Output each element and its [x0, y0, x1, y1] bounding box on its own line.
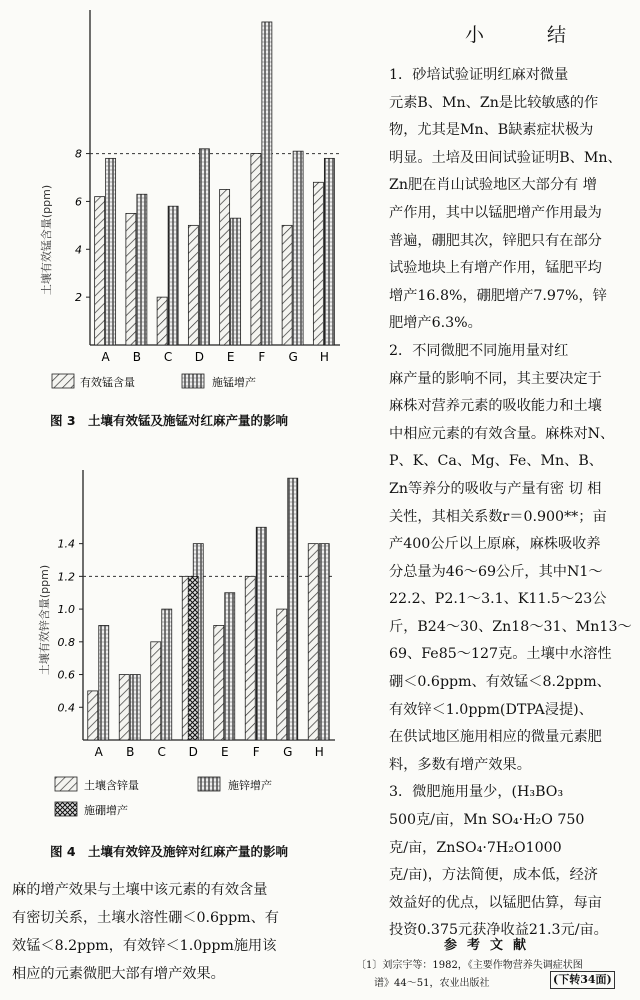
- bottom-left-text: [12, 876, 352, 988]
- fig4-legend: [55, 777, 272, 817]
- summary-line: 产400公斤以上原麻，麻株吸收养: [389, 536, 601, 553]
- summary-line: 2．不同微肥不同施用量对红: [389, 342, 569, 359]
- summary-line: 料，多数有增产效果。: [389, 756, 531, 773]
- figure-3-chart: [0, 0, 370, 420]
- fig4-tick-label: 0.6: [57, 668, 75, 682]
- fig4-ylabel: 土壤有效锌含量(ppm): [38, 564, 51, 676]
- reference-1-cont: [374, 976, 489, 992]
- summary-line: 明显。土培及田间试验证明B、Mn、: [389, 149, 622, 166]
- fig3-legend-label-2: 施锰增产: [212, 376, 256, 389]
- fig3-bar-2: [231, 218, 241, 345]
- fig4-bar-2: [99, 625, 109, 740]
- fig4-legend-label-1: 土壤含锌量: [84, 779, 139, 792]
- fig3-bar-1: [282, 225, 292, 345]
- fig4-bar-1: [119, 675, 129, 740]
- continued-note: (下转34面): [550, 971, 615, 989]
- fig3-bar-2: [106, 158, 116, 345]
- summary-line: Zn肥在肖山试验地区大部分有 增: [389, 177, 597, 194]
- fig4-legend-swatch-2: [198, 777, 220, 791]
- fig3-category-label: D: [194, 350, 204, 364]
- bottom-left-line: 效锰＜8.2ppm，有效锌＜1.0ppm施用该: [12, 938, 277, 954]
- fig4-bar-1: [277, 609, 287, 740]
- fig4-bar-1: [214, 625, 224, 740]
- fig3-bar-2: [199, 149, 209, 345]
- fig3-category-label: A: [101, 350, 110, 364]
- fig4-tick-label: 1.4: [57, 537, 75, 551]
- summary-title: 小 结: [465, 24, 589, 46]
- fig4-category-label: F: [252, 745, 260, 759]
- fig4-tick-label: 1.2: [57, 570, 75, 584]
- fig4-legend-swatch-3: [55, 802, 77, 816]
- summary-line: 克/亩)，方法简便，成本低，经济: [389, 867, 598, 884]
- summary-line: 试验地块上有增产作用，锰肥平均: [389, 260, 602, 277]
- fig4-tick-label: 0.8: [57, 635, 75, 649]
- fig3-legend-swatch-1: [52, 374, 74, 388]
- summary-text: [389, 62, 632, 945]
- fig3-bar-1: [188, 225, 198, 345]
- summary-line: 硼＜0.6ppm、有效锰＜8.2ppm、: [389, 674, 611, 691]
- fig3-tick-label: 6: [75, 195, 82, 209]
- fig4-bar-3: [188, 576, 198, 740]
- fig4-bar-1: [151, 642, 161, 740]
- summary-line: 投资0.375元获净收益21.3元/亩。: [389, 922, 608, 939]
- fig4-bar-2: [130, 675, 140, 740]
- summary-line: 普遍，硼肥其次，锌肥只有在部分: [389, 232, 602, 249]
- fig4-tick-label: 0.4: [57, 701, 75, 715]
- fig4-bar-2: [319, 544, 329, 740]
- figure-4-chart: [0, 460, 370, 840]
- fig4-category-label: A: [94, 745, 103, 759]
- fig4-legend-swatch-1: [55, 777, 77, 791]
- fig3-tick-label: 2: [75, 291, 82, 305]
- summary-line: 关性，其相关系数r＝0.900**；亩: [389, 508, 607, 525]
- fig3-bar-1: [95, 197, 105, 345]
- summary-line: 有效锌＜1.0ppm(DTPA浸提)、: [389, 701, 593, 718]
- bottom-left-line: 有密切关系，土壤水溶性硼＜0.6ppm、有: [12, 910, 279, 926]
- fig4-tick-label: 1.0: [57, 603, 75, 617]
- fig4-bar-1: [308, 544, 318, 740]
- summary-line: 中相应元素的有效含量。麻株对N、: [389, 425, 615, 442]
- fig3-bar-2: [324, 158, 334, 345]
- fig3-bar-2: [293, 151, 303, 345]
- fig3-category-label: F: [258, 350, 266, 364]
- fig3-bar-2: [262, 22, 272, 345]
- fig4-category-label: D: [188, 745, 198, 759]
- fig4-bar-2: [162, 609, 172, 740]
- summary-line: 增产16.8%，硼肥增产7.97%，锌: [389, 287, 607, 304]
- summary-line: Zn等养分的吸收与产量有密 切 相: [389, 480, 602, 497]
- summary-line: 分总量为46～69公斤，其中N1～: [389, 563, 603, 580]
- summary-line: 麻产量的影响不同，其主要决定于: [389, 370, 602, 387]
- fig4-category-label: B: [126, 745, 135, 759]
- fig3-category-label: G: [288, 350, 298, 364]
- fig3-category-label: B: [132, 350, 141, 364]
- fig4-category-label: C: [157, 745, 166, 759]
- summary-line: 3．微肥施用量少，(H₃BO₃: [389, 784, 564, 801]
- fig3-bar-1: [126, 213, 136, 345]
- fig4-legend-label-2: 施锌增产: [228, 779, 272, 792]
- fig3-bar-1: [220, 189, 230, 345]
- fig3-bar-1: [157, 297, 167, 345]
- summary-line: P、K、Ca、Mg、Fe、Mn、B、: [389, 453, 603, 470]
- fig4-bar-2: [256, 527, 266, 740]
- reference-1: [356, 958, 583, 974]
- reference-1-line-2: 谱》44～51，农业出版社: [374, 978, 490, 989]
- summary-line: 效益好的优点，以锰肥估算，每亩: [389, 894, 602, 911]
- summary-line: 元素B、Mn、Zn是比较敏感的作: [389, 94, 599, 111]
- summary-line: 斤，B24～30、Zn18～31、Mn13～: [389, 618, 632, 635]
- summary-line: 在供试地区施用相应的微量元素肥: [389, 729, 602, 746]
- summary-line: 22.2、P2.1～3.1、K11.5～23公: [389, 591, 607, 608]
- fig4-category-label: H: [314, 745, 324, 759]
- bottom-left-line: 相应的元素微肥大部有增产效果。: [12, 966, 225, 982]
- summary-line: 1．砂培试验证明红麻对微量: [389, 67, 569, 83]
- fig4-bar-2: [225, 593, 235, 740]
- summary-line: 500克/亩，Mn SO₄·H₂O 750: [389, 812, 585, 829]
- summary-line: 69、Fe85～127克。土壤中水溶性: [389, 646, 612, 663]
- summary-line: 物，尤其是Mn、B缺素症状极为: [389, 122, 594, 139]
- fig3-bar-2: [168, 206, 178, 345]
- bottom-left-line: 麻的增产效果与土壤中该元素的有效含量: [12, 882, 268, 898]
- fig3-bar-1: [251, 154, 261, 345]
- summary-line: 肥增产6.3%。: [389, 315, 482, 332]
- summary-line: 产作用，其中以锰肥增产作用最为: [389, 204, 602, 221]
- fig3-category-label: H: [319, 350, 329, 364]
- fig4-category-label: G: [283, 745, 293, 759]
- fig4-bar-1: [88, 691, 98, 740]
- summary-line: 克/亩，ZnSO₄·7H₂O1000: [389, 839, 562, 856]
- fig3-tick-label: 4: [75, 243, 82, 257]
- summary-line: 麻株对营养元素的吸收能力和土壤: [389, 398, 602, 415]
- fig4-bar-1: [245, 576, 255, 740]
- fig3-legend: [52, 374, 256, 389]
- fig3-tick-label: 8: [75, 147, 82, 161]
- references-title: 参考文献: [444, 938, 537, 953]
- fig3-bar-2: [137, 194, 147, 345]
- fig3-ylabel: 土壤有效锰含量(ppm): [40, 184, 53, 296]
- fig4-category-label: E: [220, 745, 229, 759]
- figure-4-caption: 图 4 土壤有效锌及施锌对红麻产量的影响: [50, 844, 289, 859]
- fig3-bar-1: [313, 182, 323, 345]
- fig3-category-label: E: [226, 350, 235, 364]
- fig3-legend-swatch-2: [182, 374, 204, 388]
- figure-3-caption: 图 3 土壤有效锰及施锰对红麻产量的影响: [50, 413, 289, 428]
- fig4-bar-2: [288, 478, 298, 740]
- fig3-legend-label-1: 有效锰含量: [80, 376, 135, 389]
- reference-1-line-1: 〔1〕刘宗宇等：1982，《主要作物营养失调症状图: [356, 960, 583, 971]
- fig4-legend-label-3: 施硼增产: [84, 804, 128, 817]
- fig3-category-label: C: [163, 350, 173, 364]
